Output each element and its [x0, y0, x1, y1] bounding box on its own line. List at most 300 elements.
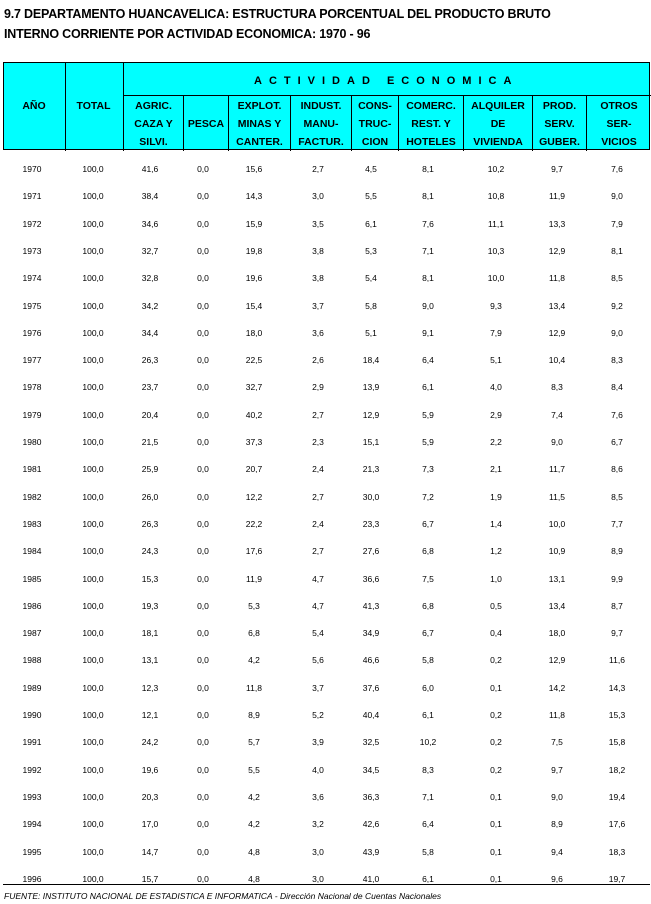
row-year-cell: 1996 [22, 873, 42, 884]
table-cell: 26,3 [141, 518, 159, 529]
table-cell: 5,8 [422, 655, 434, 666]
table-cell: 6,4 [422, 355, 434, 366]
table-cell: 8,3 [551, 382, 563, 393]
table-cell: 100,0 [82, 191, 104, 202]
table-cell: 14,3 [608, 682, 626, 693]
header-column-label: INDUST. [300, 100, 342, 112]
table-cell: 100,0 [82, 546, 104, 557]
table-row [0, 273, 651, 287]
table-cell: 17,0 [141, 819, 159, 830]
table-cell: 5,1 [490, 355, 502, 366]
table-cell: 4,0 [312, 764, 324, 775]
table-cell: 14,7 [141, 846, 159, 857]
table-cell: 7,6 [611, 164, 623, 174]
table-cell: 6,4 [422, 819, 434, 830]
table-cell: 0,1 [490, 819, 502, 830]
table-cell: 0,0 [197, 218, 209, 229]
table-cell: 10,9 [548, 546, 566, 557]
table-cell: 4,7 [312, 573, 324, 584]
table-cell: 3,2 [312, 819, 324, 830]
table-cell: 5,1 [365, 327, 377, 338]
table-cell: 8,1 [422, 191, 434, 202]
table-cell: 2,7 [312, 546, 324, 557]
table-cell: 5,9 [422, 409, 434, 420]
table-row [0, 464, 651, 478]
header-divider [123, 95, 651, 96]
table-cell: 6,8 [248, 628, 260, 639]
header-activity-group: ACTIVIDAD ECONOMICA [254, 75, 519, 87]
table-cell: 9,0 [551, 437, 563, 447]
row-year-cell: 1970 [22, 164, 42, 174]
table-cell: 6,8 [422, 546, 434, 557]
table-cell: 2,9 [312, 382, 324, 393]
table-cell: 10,2 [487, 164, 505, 174]
table-cell: 100,0 [82, 573, 104, 584]
table-cell: 100,0 [82, 409, 104, 420]
table-cell: 20,7 [245, 464, 263, 475]
table-cell: 0,1 [490, 682, 502, 693]
table-cell: 24,3 [141, 546, 159, 557]
table-cell: 14,2 [548, 682, 566, 693]
table-cell: 0,0 [197, 546, 209, 557]
table-cell: 5,8 [422, 846, 434, 857]
table-cell: 2,1 [490, 464, 502, 475]
table-cell: 3,0 [312, 846, 324, 857]
table-cell: 22,2 [245, 518, 263, 529]
table-cell: 3,9 [312, 737, 324, 748]
table-cell: 100,0 [82, 355, 104, 366]
table-cell: 6,0 [422, 682, 434, 693]
table-cell: 7,9 [490, 327, 502, 338]
table-row [0, 519, 651, 533]
table-cell: 34,5 [362, 764, 380, 775]
table-cell: 8,5 [611, 273, 623, 284]
table-cell: 40,4 [362, 710, 380, 720]
table-cell: 18,0 [548, 628, 566, 639]
table-cell: 100,0 [82, 791, 104, 802]
table-cell: 9,7 [611, 628, 623, 639]
table-cell: 11,7 [549, 464, 565, 475]
table-cell: 100,0 [82, 437, 104, 447]
table-row [0, 382, 651, 396]
table-row [0, 355, 651, 369]
table-cell: 5,7 [248, 737, 260, 748]
table-cell: 100,0 [82, 218, 104, 229]
table-cell: 18,1 [141, 628, 159, 639]
table-cell: 13,4 [548, 300, 566, 311]
table-cell: 11,9 [549, 191, 565, 202]
table-cell: 10,8 [487, 191, 505, 202]
table-cell: 1,9 [490, 491, 502, 502]
table-cell: 0,0 [197, 873, 209, 884]
table-cell: 21,5 [141, 437, 159, 447]
row-year-cell: 1984 [22, 546, 42, 557]
table-cell: 19,4 [608, 791, 626, 802]
table-cell: 26,3 [141, 355, 159, 366]
table-cell: 25,9 [141, 464, 159, 475]
table-row [0, 792, 651, 806]
row-year-cell: 1986 [22, 600, 42, 611]
header-column-label: SERV. [544, 118, 575, 130]
row-year-cell: 1990 [22, 710, 42, 720]
table-cell: 9,4 [551, 846, 563, 857]
table-cell: 2,2 [490, 437, 502, 447]
table-cell: 32,8 [141, 273, 159, 284]
table-cell: 100,0 [82, 846, 104, 857]
table-row [0, 246, 651, 260]
table-cell: 13,9 [362, 382, 380, 393]
table-cell: 2,7 [312, 409, 324, 420]
table-cell: 4,2 [248, 819, 260, 830]
table-cell: 41,0 [362, 873, 380, 884]
row-year-cell: 1989 [22, 682, 42, 693]
table-cell: 15,1 [362, 437, 380, 447]
table-cell: 40,2 [245, 409, 263, 420]
table-cell: 32,5 [362, 737, 380, 748]
table-cell: 5,9 [422, 437, 434, 447]
table-cell: 20,3 [141, 791, 159, 802]
table-cell: 13,1 [141, 655, 159, 666]
table-cell: 7,6 [422, 218, 434, 229]
header-total: TOTAL [76, 100, 111, 112]
table-row [0, 601, 651, 615]
row-year-cell: 1993 [22, 791, 42, 802]
table-cell: 46,6 [362, 655, 380, 666]
table-cell: 34,9 [362, 628, 380, 639]
table-cell: 3,7 [312, 682, 324, 693]
table-cell: 0,0 [197, 764, 209, 775]
table-cell: 1,2 [490, 546, 502, 557]
table-cell: 4,2 [248, 655, 260, 666]
table-cell: 30,0 [362, 491, 380, 502]
table-cell: 9,3 [490, 300, 502, 311]
table-cell: 11,6 [609, 655, 625, 666]
row-year-cell: 1983 [22, 518, 42, 529]
table-cell: 100,0 [82, 873, 104, 884]
table-cell: 13,3 [548, 218, 566, 229]
table-cell: 37,6 [362, 682, 380, 693]
table-cell: 15,6 [245, 164, 263, 174]
table-cell: 18,3 [608, 846, 626, 857]
table-cell: 0,0 [197, 491, 209, 502]
table-cell: 22,5 [245, 355, 263, 366]
row-year-cell: 1975 [22, 300, 42, 311]
row-year-cell: 1995 [22, 846, 42, 857]
table-cell: 38,4 [141, 191, 159, 202]
table-cell: 2,3 [312, 437, 324, 447]
row-year-cell: 1976 [22, 327, 42, 338]
table-row [0, 437, 651, 451]
table-cell: 2,4 [312, 518, 324, 529]
table-row [0, 819, 651, 833]
table-cell: 100,0 [82, 491, 104, 502]
table-cell: 100,0 [82, 682, 104, 693]
table-cell: 36,6 [362, 573, 380, 584]
table-title-line1: 9.7 DEPARTAMENTO HUANCAVELICA: ESTRUCTURA PORCENTUAL DEL PRODUCTO BRUTO [4, 7, 551, 21]
table-cell: 0,5 [490, 600, 502, 611]
table-cell: 4,0 [490, 382, 502, 393]
table-cell: 19,6 [245, 273, 263, 284]
table-cell: 0,0 [197, 409, 209, 420]
table-cell: 0,2 [490, 655, 502, 666]
header-column-label: CONS- [358, 100, 392, 112]
table-cell: 24,2 [141, 737, 159, 748]
table-cell: 7,2 [422, 491, 434, 502]
table-cell: 12,2 [245, 491, 263, 502]
table-row [0, 628, 651, 642]
table-cell: 41,6 [141, 164, 159, 174]
table-cell: 0,0 [197, 164, 209, 174]
table-cell: 3,5 [312, 218, 324, 229]
table-cell: 18,4 [362, 355, 380, 366]
table-cell: 100,0 [82, 737, 104, 748]
table-cell: 7,4 [551, 409, 563, 420]
row-year-cell: 1973 [22, 245, 42, 256]
table-row [0, 683, 651, 697]
table-cell: 15,3 [141, 573, 159, 584]
row-year-cell: 1988 [22, 655, 42, 666]
table-cell: 3,8 [312, 245, 324, 256]
table-cell: 0,0 [197, 655, 209, 666]
table-row [0, 765, 651, 779]
row-year-cell: 1980 [22, 437, 42, 447]
table-cell: 11,1 [488, 218, 504, 229]
row-year-cell: 1974 [22, 273, 42, 284]
table-cell: 100,0 [82, 300, 104, 311]
table-cell: 9,7 [551, 164, 563, 174]
table-cell: 7,3 [422, 464, 434, 475]
table-cell: 0,0 [197, 355, 209, 366]
table-cell: 0,0 [197, 518, 209, 529]
table-cell: 0,0 [197, 573, 209, 584]
table-cell: 19,6 [141, 764, 159, 775]
table-cell: 7,6 [611, 409, 623, 420]
table-row [0, 328, 651, 342]
table-cell: 8,1 [611, 245, 623, 256]
header-column-label: OTROS [600, 100, 638, 112]
table-cell: 34,4 [141, 327, 159, 338]
table-cell: 8,4 [611, 382, 623, 393]
table-cell: 8,6 [611, 464, 623, 475]
table-cell: 2,6 [312, 355, 324, 366]
table-cell: 2,7 [312, 491, 324, 502]
table-cell: 8,9 [611, 546, 623, 557]
table-cell: 17,6 [245, 546, 263, 557]
table-cell: 5,8 [365, 300, 377, 311]
table-cell: 15,7 [141, 873, 159, 884]
table-cell: 7,9 [611, 218, 623, 229]
table-cell: 15,8 [608, 737, 626, 748]
table-cell: 9,0 [611, 327, 623, 338]
table-cell: 4,2 [248, 791, 260, 802]
table-cell: 5,4 [365, 273, 377, 284]
table-cell: 23,3 [362, 518, 380, 529]
table-cell: 0,0 [197, 273, 209, 284]
table-row [0, 191, 651, 205]
row-year-cell: 1978 [22, 382, 42, 393]
header-column-label: VIVIENDA [473, 136, 523, 148]
header-divider [65, 63, 66, 151]
table-cell: 32,7 [245, 382, 263, 393]
table-cell: 41,3 [362, 600, 380, 611]
table-cell: 5,2 [312, 710, 324, 720]
table-cell: 5,5 [365, 191, 377, 202]
table-cell: 0,1 [490, 791, 502, 802]
table-cell: 17,6 [608, 819, 626, 830]
table-cell: 100,0 [82, 764, 104, 775]
table-cell: 21,3 [362, 464, 380, 475]
table-cell: 0,0 [197, 191, 209, 202]
table-cell: 7,5 [422, 573, 434, 584]
table-cell: 11,9 [246, 573, 262, 584]
table-cell: 7,1 [422, 791, 434, 802]
table-row [0, 546, 651, 560]
table-cell: 100,0 [82, 710, 104, 720]
table-cell: 27,6 [362, 546, 380, 557]
header-year: AÑO [22, 100, 46, 112]
table-cell: 5,3 [365, 245, 377, 256]
table-cell: 34,6 [141, 218, 159, 229]
table-cell: 6,1 [422, 873, 434, 884]
table-row [0, 655, 651, 669]
table-cell: 0,0 [197, 737, 209, 748]
table-cell: 8,3 [611, 355, 623, 366]
table-cell: 100,0 [82, 819, 104, 830]
table-cell: 0,0 [197, 791, 209, 802]
table-cell: 5,6 [312, 655, 324, 666]
table-cell: 0,0 [197, 464, 209, 475]
table-cell: 0,0 [197, 846, 209, 857]
table-cell: 0,0 [197, 682, 209, 693]
table-cell: 0,0 [197, 382, 209, 393]
table-cell: 43,9 [362, 846, 380, 857]
row-year-cell: 1982 [22, 491, 42, 502]
header-column-label: REST. Y [411, 118, 451, 130]
row-year-cell: 1992 [22, 764, 42, 775]
table-cell: 3,6 [312, 327, 324, 338]
table-cell: 19,3 [141, 600, 159, 611]
table-cell: 9,9 [611, 573, 623, 584]
table-cell: 0,2 [490, 710, 502, 720]
table-cell: 100,0 [82, 518, 104, 529]
table-cell: 100,0 [82, 464, 104, 475]
table-cell: 0,0 [197, 437, 209, 447]
table-cell: 42,6 [362, 819, 380, 830]
table-cell: 8,1 [422, 164, 434, 174]
table-cell: 8,1 [422, 273, 434, 284]
table-cell: 4,7 [312, 600, 324, 611]
table-cell: 9,7 [551, 764, 563, 775]
row-year-cell: 1981 [22, 464, 42, 475]
table-row [0, 410, 651, 424]
header-column-label: VICIOS [601, 136, 637, 148]
row-year-cell: 1971 [22, 191, 42, 202]
table-cell: 0,0 [197, 710, 209, 720]
table-cell: 12,1 [141, 710, 159, 720]
table-cell: 18,2 [608, 764, 626, 775]
table-cell: 100,0 [82, 628, 104, 639]
table-cell: 11,8 [246, 682, 262, 693]
row-year-cell: 1991 [22, 737, 42, 748]
table-cell: 9,0 [551, 791, 563, 802]
table-row [0, 874, 651, 888]
header-column-label: SER- [606, 118, 632, 130]
row-year-cell: 1985 [22, 573, 42, 584]
table-cell: 10,2 [419, 737, 437, 748]
table-cell: 4,8 [248, 846, 260, 857]
table-cell: 2,9 [490, 409, 502, 420]
table-cell: 23,7 [141, 382, 159, 393]
header-column-label: PESCA [187, 118, 225, 130]
table-row [0, 301, 651, 315]
table-cell: 0,0 [197, 600, 209, 611]
table-title-line2: INTERNO CORRIENTE POR ACTIVIDAD ECONOMICA: 1970 - 96 [4, 27, 371, 41]
table-cell: 11,8 [549, 273, 565, 284]
table-cell: 0,1 [490, 873, 502, 884]
table-cell: 15,3 [608, 710, 626, 720]
table-cell: 12,9 [548, 327, 566, 338]
table-cell: 19,7 [608, 873, 626, 884]
table-cell: 19,8 [245, 245, 263, 256]
table-cell: 9,6 [551, 873, 563, 884]
table-cell: 9,0 [611, 191, 623, 202]
table-cell: 26,0 [141, 491, 159, 502]
table-cell: 6,7 [611, 437, 623, 447]
table-cell: 11,5 [549, 491, 565, 502]
header-column-label: ALQUILER [471, 100, 525, 112]
table-cell: 0,0 [197, 628, 209, 639]
table-cell: 7,1 [422, 245, 434, 256]
table-row [0, 847, 651, 861]
header-column-label: TRUC- [358, 118, 392, 130]
header-column-label: HOTELES [406, 136, 456, 148]
table-row [0, 492, 651, 506]
table-cell: 8,9 [248, 710, 260, 720]
table-cell: 7,5 [551, 737, 563, 748]
table-row [0, 574, 651, 588]
table-cell: 1,0 [490, 573, 502, 584]
table-cell: 3,0 [312, 873, 324, 884]
table-cell: 0,0 [197, 245, 209, 256]
table-cell: 6,7 [422, 518, 434, 529]
table-cell: 7,7 [611, 518, 623, 529]
table-row [0, 737, 651, 751]
table-cell: 0,0 [197, 327, 209, 338]
table-cell: 13,4 [548, 600, 566, 611]
table-cell: 12,9 [362, 409, 380, 420]
table-cell: 10,3 [487, 245, 505, 256]
table-cell: 6,7 [422, 628, 434, 639]
row-year-cell: 1972 [22, 218, 42, 229]
header-column-label: GUBER. [539, 136, 580, 148]
header-column-label: MANU- [303, 118, 339, 130]
footer-rule [3, 884, 650, 885]
table-row [0, 219, 651, 233]
table-cell: 20,4 [141, 409, 159, 420]
table-cell: 6,1 [365, 218, 377, 229]
table-cell: 2,4 [312, 464, 324, 475]
table-cell: 100,0 [82, 164, 104, 174]
table-cell: 8,3 [422, 764, 434, 775]
row-year-cell: 1987 [22, 628, 42, 639]
header-column-label: MINAS Y [237, 118, 282, 130]
header-column-label: DE [490, 118, 506, 130]
header-column-label: FACTUR. [298, 136, 344, 148]
row-year-cell: 1977 [22, 355, 42, 366]
table-row [0, 710, 651, 724]
table-cell: 6,1 [422, 382, 434, 393]
table-cell: 11,8 [549, 710, 565, 720]
